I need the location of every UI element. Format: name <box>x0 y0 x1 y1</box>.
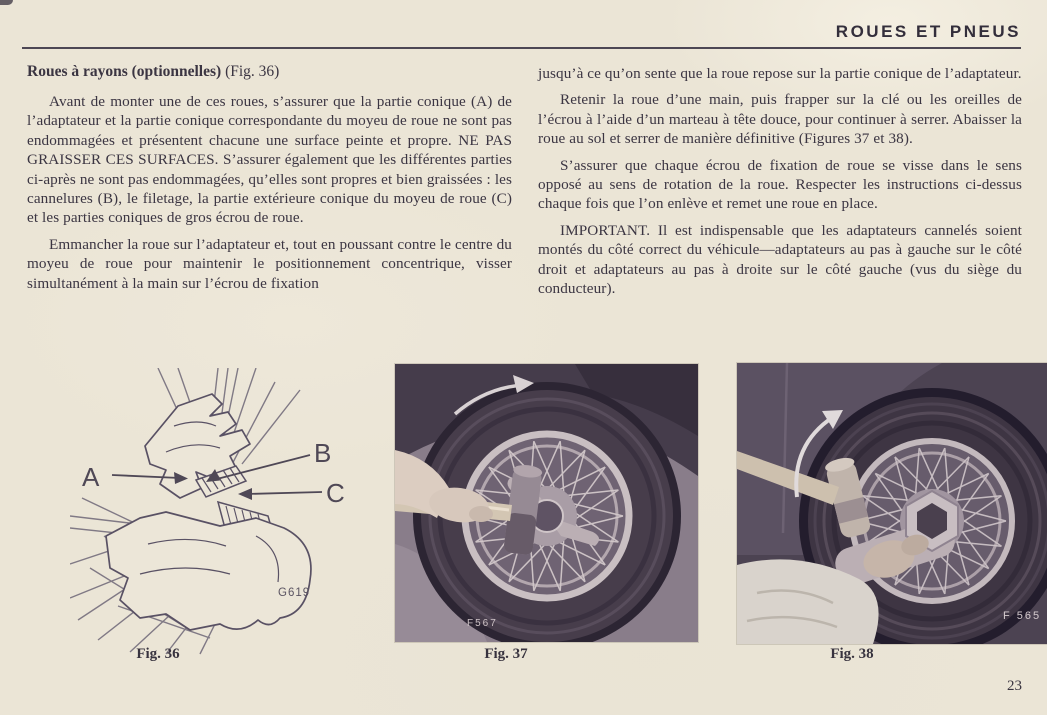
paragraph-left-1: Avant de monter une de ces roues, s’assurer que la partie conique (A) de l’adaptateur et la partie conique correspondante du moyeu de roue ne sont pas endommagées et présentent chacune une surface peinte et propre. NE PAS GRAISSER CES SURFACES. S’assurer également que les différentes parties ci-après ne sont pas endommagées, qu’elles sont propres et bien graissées : les cannelures (B), le filetage, la partie extérieure conique du moyeu de roue (C) et les parties coniques de gros écrou de roue. <box>27 93 512 227</box>
label-c: C <box>326 478 345 508</box>
callout-c <box>238 478 345 508</box>
photo-ref-code: F 565 <box>1003 610 1042 622</box>
fig38-caption: Fig. 38 <box>830 646 874 662</box>
fig38-photo <box>737 363 1047 644</box>
fig37-photo-art <box>395 364 698 642</box>
photo-ref-code: F567 <box>467 618 498 629</box>
knockoff-nut-outline <box>106 512 311 630</box>
paragraph-right-3: S’assurer que chaque écrou de fixation de roue se visse dans le sens opposé au sens de rotation de la roue. Respecter les instructions ci-dessus chaque fois que l’on enlève et remet une roue en place. <box>538 156 1022 213</box>
right-column <box>538 64 1022 305</box>
hub-adapter-diagram <box>70 368 370 656</box>
scan-artifact-speck <box>0 0 13 5</box>
fig36-caption: Fig. 36 <box>136 646 180 662</box>
page-number: 23 <box>1007 678 1022 694</box>
label-a: A <box>82 462 100 492</box>
paragraph-right-4: IMPORTANT. Il est indispensable que les adaptateurs cannelés soient montés du côté correct du véhicule—adaptateurs au pas à gauche sur le côté droit et adaptateurs au pas à droite sur le côté gauche (vus du siège du conducteur). <box>538 221 1022 298</box>
section-heading-figref: (Fig. 36) <box>225 63 280 80</box>
paragraph-right-2: Retenir la roue d’une main, puis frapper sur la clé ou les oreilles de l’écrou à l’aide d’un marteau à tête douce, pour continuer à serrer. Abaisser la roue au sol et serrer de manière définitive (Figures 37 et 38). <box>538 91 1022 148</box>
fig37-caption: Fig. 37 <box>484 646 528 662</box>
running-head-title: ROUES ET PNEUS <box>835 22 1021 41</box>
fig38-photo-art <box>737 363 1047 644</box>
header-rule <box>22 47 1021 49</box>
section-heading-text: Roues à rayons (optionnelles) <box>27 63 222 80</box>
left-column <box>27 62 512 300</box>
section-heading <box>27 62 512 82</box>
paragraph-right-1: jusqu’à ce qu’on sente que la roue repose sur la partie conique de l’adaptateur. <box>538 65 1022 82</box>
label-b: B <box>314 438 332 468</box>
fig37-photo <box>395 364 698 642</box>
paragraph-left-2: Emmancher la roue sur l’adaptateur et, tout en poussant contre le centre du moyeu de roue pour maintenir le positionnement concentrique, visser simultanément à la main sur l’écrou de fixation <box>27 235 512 292</box>
thumb <box>469 506 493 522</box>
drawing-ref-code: G619 <box>278 587 311 599</box>
fig36-line-drawing <box>70 368 370 656</box>
